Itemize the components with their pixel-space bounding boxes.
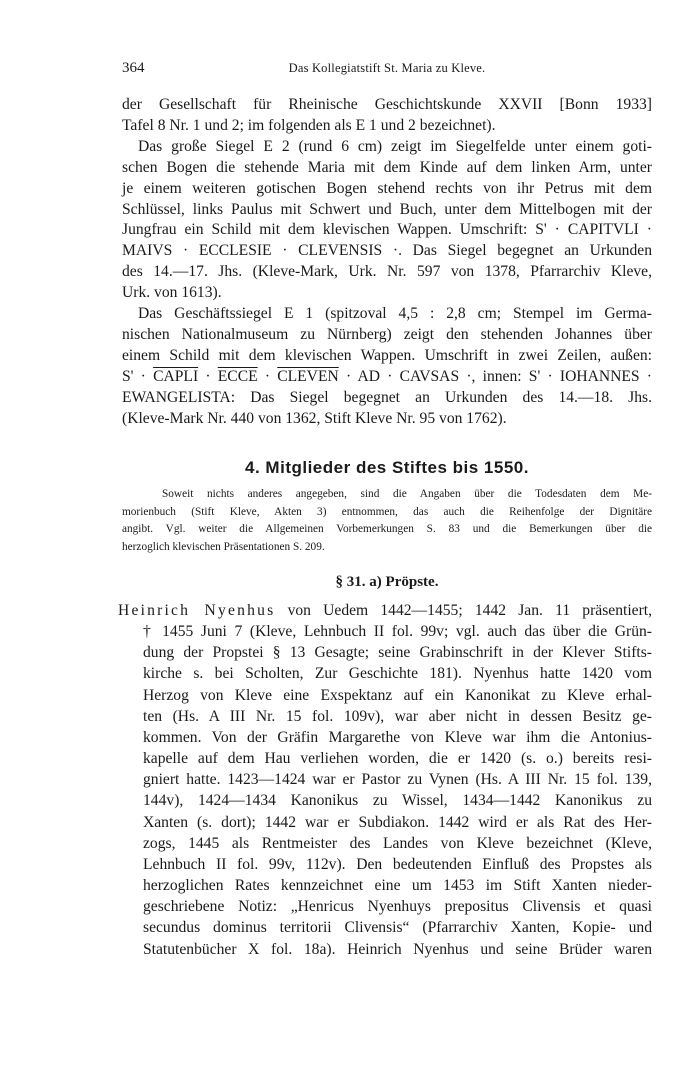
note-line: morienbuch (Stift Kleve, Akten 3) entnommen, das auch die Reihenfolge der Dignitäre <box>122 505 652 518</box>
text-line: Lehnbuch II fol. 99v, 112v). Den bedeutenden Einfluß des Propstes als <box>143 855 652 873</box>
text-line: der Gesellschaft für Rheinische Geschichtskunde XXVII [Bonn 1933] <box>122 96 652 113</box>
note-line: Soweit nichts anderes angegeben, sind die Angaben über die Todesdaten dem Me- <box>162 488 652 500</box>
text-line: Tafel 8 Nr. 1 und 2; im folgenden als E 1 und 2 bezeichnet). <box>122 116 496 134</box>
text-line: gniert hatte. 1423—1424 war er Pastor zu Vynen (Hs. A III Nr. 15 fol. 139, <box>143 771 652 789</box>
abbreviation-overlined: ECCE <box>217 367 258 385</box>
biographical-entry <box>118 600 652 960</box>
text-run: · <box>257 367 278 385</box>
text-line: kirche s. bei Scholten, Zur Geschichte 181). Nyenhus hatte 1420 vom <box>143 665 652 683</box>
text-line: (Kleve-Mark Nr. 440 von 1362, Stift Kleve Nr. 95 von 1762). <box>122 409 507 427</box>
abbreviation-overlined: CLEVEN <box>277 367 339 385</box>
abbreviation-overlined: CAPLI <box>153 367 199 385</box>
subsection-heading: § 31. a) Pröpste. <box>335 574 439 590</box>
text-run: von Uedem 1442—1455; 1442 Jan. 11 präsentiert, <box>275 602 653 619</box>
text-line: zogs, 1445 als Rentmeister des Landes von Kleve bezeichnet (Kleve, <box>143 834 652 852</box>
text-line: kapelle auf dem Hau verliehen worden, die er 1420 (s. o.) bereits resi- <box>143 750 652 768</box>
paragraph <box>122 304 652 429</box>
text-line: Herzog von Kleve eine Exspektanz auf ein Kanonikat zu Kleve erhal- <box>143 686 652 704</box>
text-line: 144v), 1424—1434 Kanonikus zu Wissel, 1434—1442 Kanonikus zu <box>143 792 652 810</box>
entry-name: Heinrich Nyenhus <box>118 602 276 619</box>
text-line: secundus dominus territorii Clivensis“ (Pfarrarchiv Xanten, Kopie- und <box>143 919 652 937</box>
entry-first-line <box>118 600 652 621</box>
text-line: herzoglichen Rates kennzeichnet eine um 1453 im Stift Xanten nieder- <box>143 877 652 895</box>
text-line: des 14.—17. Jhs. (Kleve-Mark, Urk. Nr. 597 von 1378, Pfarrarchiv Kleve, <box>122 263 652 281</box>
paragraph <box>122 95 652 137</box>
text-line: MAIVS · ECCLESIE · CLEVENSIS ·. Das Siegel begegnet an Urkunden <box>122 242 652 260</box>
text-line: einem Schild mit dem klevischen Wappen. Umschrift in zwei Zeilen, außen: <box>122 346 652 364</box>
page-number: 364 <box>122 60 145 76</box>
text-run: · AD · CAVSAS ·, innen: S' · IOHANNES · <box>338 367 652 385</box>
text-line <box>122 367 652 388</box>
text-line: Das große Siegel E 2 (rund 6 cm) zeigt im Siegelfelde unter einem goti- <box>138 137 652 155</box>
text-line: ten (Hs. A III Nr. 15 fol. 109v), war aber nicht in dessen Besitz ge- <box>143 707 652 725</box>
body-text <box>122 95 652 430</box>
note-line: herzoglich klevischen Präsentationen S. 209. <box>122 540 325 553</box>
editorial-note <box>122 486 652 556</box>
page-header <box>122 60 652 82</box>
text-line: kommen. Von der Gräfin Margarethe von Kleve war ihm die Antonius- <box>143 728 652 746</box>
text-line: † 1455 Juni 7 (Kleve, Lehnbuch II fol. 99v; vgl. auch das über die Grün- <box>143 623 652 641</box>
text-run: S' · <box>122 367 154 385</box>
text-line: schen Bogen die stehende Maria mit dem Kinde auf dem linken Arm, unter <box>122 158 652 176</box>
text-line: EWANGELISTA: Das Siegel begegnet an Urkunden des 14.—18. Jhs. <box>122 388 652 406</box>
section-heading: 4. Mitglieder des Stiftes bis 1550. <box>245 458 529 477</box>
text-line: je einem weiteren gotischen Bogen stehend rechts von ihr Petrus mit dem <box>122 179 652 197</box>
text-line: dung der Propstei § 13 Gesagte; seine Grabinschrift in der Klever Stifts- <box>143 644 652 662</box>
text-line: Xanten (s. dort); 1442 war er Subdiakon. 1442 wird er als Rat des Her- <box>143 813 652 831</box>
text-line: Schlüssel, links Paulus mit Schwert und Buch, unter dem Mittelbogen mit der <box>122 200 652 218</box>
note-line: angibt. Vgl. weiter die Allgemeinen Vorbemerkungen S. 83 und die Bemerkungen über die <box>122 523 652 536</box>
text-line: Statutenbücher X fol. 18a). Heinrich Nyenhus und seine Brüder waren <box>143 940 652 958</box>
text-line: nischen Nationalmuseum zu Nürnberg) zeigt den stehenden Johannes über <box>122 325 652 343</box>
text-line: Das Geschäftssiegel E 1 (spitzoval 4,5 : 2,8 cm; Stempel im Germa- <box>138 305 652 323</box>
running-title: Das Kollegiatstift St. Maria zu Kleve. <box>288 61 486 75</box>
text-line: Urk. von 1613). <box>122 284 222 302</box>
text-line: geschriebene Notiz: „Henricus Nyenhuys prepositus Clivensis et quasi <box>143 898 652 916</box>
paragraph <box>122 137 652 304</box>
text-run: · <box>198 367 218 385</box>
text-line: Jungfrau ein Schild mit dem klevischen Wappen. Umschrift: S' · CAPITVLI · <box>122 221 652 239</box>
